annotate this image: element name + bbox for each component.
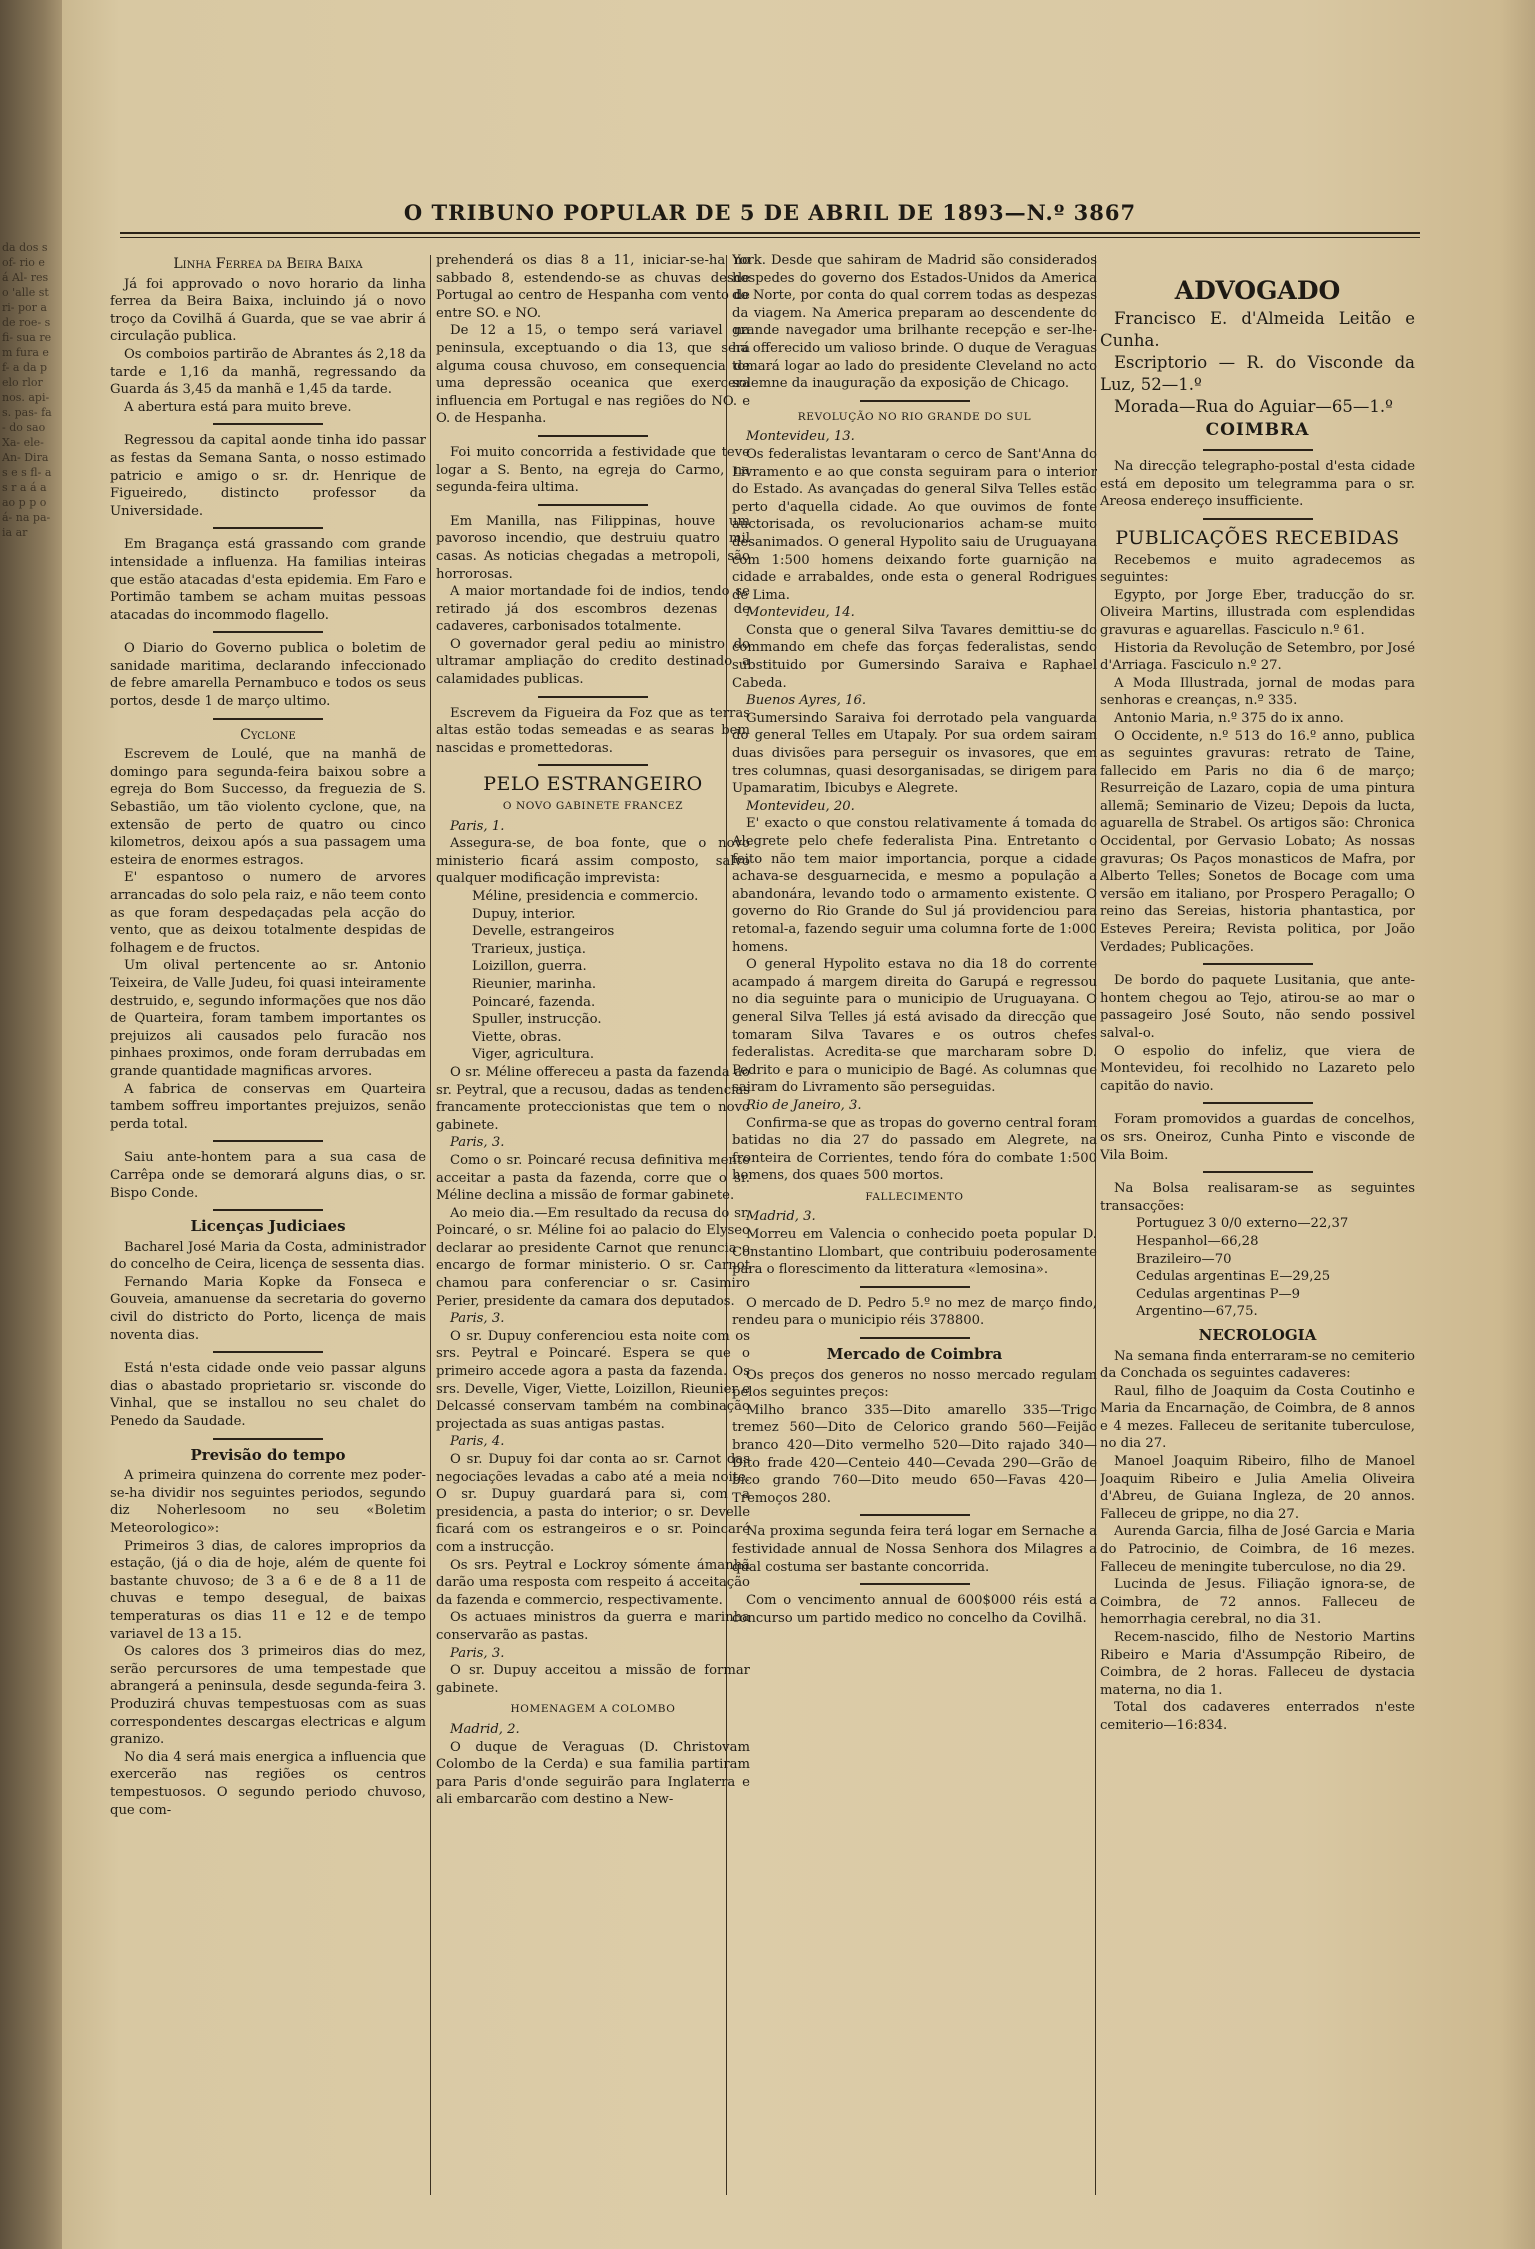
article-paragraph: Consta que o general Silva Tavares demittiu-se do commando em chefe das forças federalistas, sendo substituido por Gumersindo Saraiva e Raphael Cabeda. — [732, 622, 1097, 691]
list-item: Loizillon, guerra. — [472, 959, 587, 975]
column-divider — [430, 255, 431, 2195]
separator — [860, 400, 970, 402]
article-heading: Cyclone — [240, 726, 296, 743]
article-paragraph: Está n'esta cidade onde veio passar alguns dias o abastado proprietario sr. visconde do Vinhal, que se installou no seu chalet do Penedo da Saudade. — [110, 1361, 426, 1430]
article-paragraph: Antonio Maria, n.º 375 do ix anno. — [1114, 710, 1344, 726]
article-paragraph: Confirma-se que as tropas do governo central foram batidas no dia 27 do passado em Alegrete, na fronteira de Corrientes, tendo fóra do combate 1:500 homens, dos quaes 500 mortos. — [732, 1115, 1097, 1184]
list-item: Rieunier, marinha. — [472, 976, 597, 992]
advert-line: Francisco E. d'Almeida Leitão e Cunha. — [1100, 308, 1415, 350]
article-paragraph: Total dos cadaveres enterrados n'este cemiterio—16:834. — [1100, 1700, 1415, 1733]
separator — [860, 1514, 970, 1516]
article-paragraph: York. Desde que sahiram de Madrid são considerados hospedes do governo dos Estados-Unidos da America do Norte, por conta do qual correm todas as despezas da viagem. Na America preparam ao descendente do grande navegador uma brilhante recepção e ser-lhe-ha offerecido um valioso brinde. O duque de Veraguas tomará logar ao lado do presidente Cleveland no acto solemne da inauguração da exposição de Chicago. — [732, 253, 1097, 392]
article-paragraph: A maior mortandade foi de indios, tendo se retirado já dos escombros dezenas de cadaveres, carbonisados totalmente. — [436, 584, 750, 635]
article-paragraph: Com o vencimento annual de 600$000 réis está a concurso um partido medico no concelho da Covilhã. — [732, 1593, 1097, 1626]
column-4 — [1100, 252, 1415, 2202]
list-item: Spuller, instrucção. — [472, 1012, 602, 1028]
article-paragraph: Morreu em Valencia o conhecido poeta popular D. Constantino Llombart, que contribuiu poderosamente para o florescimento da litteratura «lemosina». — [732, 1227, 1097, 1278]
article-paragraph: O sr. Dupuy conferenciou esta noite com os srs. Peytral e Poincaré. Espera se que o primeiro accede agora a pasta da fazenda. Os srs. Develle, Viger, Viette, Loizillon, Rieunier e Delcassé conservam também na combinação projectada as suas antigas pastas. — [436, 1328, 750, 1432]
dateline: Paris, 3. — [450, 1645, 505, 1661]
dateline: Madrid, 2. — [450, 1721, 520, 1737]
article-heading: REVOLUÇÃO NO RIO GRANDE DO SUL — [797, 410, 1032, 423]
separator — [538, 435, 648, 437]
article-paragraph: O sr. Méline offereceu a pasta da fazenda ao sr. Peytral, que a recusou, dadas as tendencias francamente proteccionistas que tem o novo gabinete. — [436, 1064, 750, 1133]
article-heading: HOMENAGEM A COLOMBO — [510, 1703, 676, 1716]
column-2 — [436, 252, 750, 2202]
separator — [1203, 449, 1313, 451]
article-paragraph: Foram promovidos a guardas de concelhos, os srs. Oneiroz, Cunha Pinto e visconde de Vila Boim. — [1100, 1112, 1415, 1163]
article-paragraph: Primeiros 3 dias, de calores improprios da estação, (já o dia de hoje, além de quente foi bastante chuvoso; de 3 a 6 e de 8 a 11 de chuvas e tempo desegual, de baixas temperaturas os dias 11 e 12 e de tempo variavel de 13 a 15. — [110, 1538, 426, 1642]
article-paragraph: Raul, filho de Joaquim da Costa Coutinho e Maria da Encarnação, de Coimbra, de 8 annos e 4 mezes. Falleceu de seritanite tuberculose, no dia 27. — [1100, 1383, 1415, 1452]
advert-line: Morada—Rua do Aguiar—65—1.º — [1114, 396, 1393, 416]
dateline: Rio de Janeiro, 3. — [746, 1097, 862, 1113]
list-item: Brazileiro—70 — [1136, 1251, 1232, 1267]
article-paragraph: Escrevem de Loulé, que na manhã de domingo para segunda-feira baixou sobre a egreja do Bom Successo, da freguezia de S. Sebastião, um tão violento cyclone, que, na extensão de perto de quatro ou cinco kilometros, deixou após a sua passagem uma esteira de enormes estragos. — [110, 747, 426, 868]
article-paragraph: O governador geral pediu ao ministro do ultramar ampliação do credito destinado a calamidades publicas. — [436, 636, 750, 688]
column-1 — [110, 252, 426, 2202]
article-paragraph: O sr. Dupuy foi dar conta ao sr. Carnot das negociações levadas a cabo até a meia noite. O sr. Dupuy guardará para si, com a presidencia, a pasta do interior; o sr. Develle ficará com os estrangeiros e o sr. Poincaré com a instrucção. — [436, 1452, 750, 1555]
dateline: Paris, 3. — [450, 1135, 505, 1151]
section-heading: PELO ESTRANGEIRO — [483, 773, 703, 796]
exchange-rates-list — [1100, 1215, 1415, 1321]
separator — [538, 504, 648, 506]
article-paragraph: Ao meio dia.—Em resultado da recusa do sr. Poincaré, o sr. Méline foi ao palacio do Elyseo declarar ao presidente Carnot que renuncia o encargo de formar ministerio. O sr. Carnot chamou para conferenciar o sr. Casimiro Perier, presidente da camara dos deputados. — [436, 1205, 750, 1309]
dateline: Paris, 3. — [450, 1311, 505, 1327]
article-paragraph: O Occidente, n.º 513 do 16.º anno, publica as seguintes gravuras: retrato de Taine, fallecido em Paris no dia 6 de março; Resurreição de Lazaro, copia de uma pintura allemã; Seminario de Vizeu; Depois da lucta, aguarella de Strabel. Os artigos são: Chronica Occidental, por Gervasio Lobato; As nossas gravuras; Os Paços monasticos de Mafra, por Alberto Telles; Sonetos de Bocage com uma versão em italiano, por Prospero Peragallo; O reino das Sereias, historia phantastica, por Esteves Pereira; Revista politica, por João Verdades; Publicações. — [1100, 728, 1415, 955]
article-paragraph: O sr. Dupuy acceitou a missão de formar gabinete. — [436, 1663, 750, 1696]
list-item: Méline, presidencia e commercio. — [472, 889, 699, 904]
article-paragraph: Na proxima segunda feira terá logar em Sernache a festividade annual de Nossa Senhora dos Milagres a qual costuma ser bastante concorrida. — [732, 1524, 1097, 1575]
article-paragraph: Aurenda Garcia, filha de José Garcia e Maria do Patrocinio, de Coimbra, de 16 mezes. Falleceu de meningite tuberculose, no dia 29. — [1100, 1524, 1415, 1575]
article-paragraph: Foi muito concorrida a festividade que teve logar a S. Bento, na egreja do Carmo, na segunda-feira ultima. — [436, 444, 750, 496]
article-paragraph: Os comboios partirão de Abrantes ás 2,18 da tarde e 1,16 da manhã, regressando da Guarda ás 3,45 da manhã e 1,45 da tarde. — [110, 346, 426, 398]
article-paragraph: Historia da Revolução de Setembro, por José d'Arriaga. Fasciculo n.º 27. — [1100, 640, 1415, 674]
article-paragraph: Um olival pertencente ao sr. Antonio Teixeira, de Valle Judeu, foi quasi inteiramente destruido, e, segundo informações que nos dão de Quarteira, foram tambem importantes os prejuizos ali causados pelo furacão nos pinhaes proximos, onde foram derrubadas em grande quantidade magnificas arvores. — [110, 958, 426, 1079]
masthead-rule — [120, 232, 1420, 234]
dateline: Paris, 4. — [450, 1434, 505, 1450]
separator — [538, 696, 648, 698]
article-paragraph: Recebemos e muito agradecemos as seguintes: — [1100, 552, 1415, 586]
section-heading: PUBLICAÇÕES RECEBIDAS — [1115, 526, 1400, 549]
list-item: Develle, estrangeiros — [472, 924, 615, 940]
list-item: Viette, obras. — [472, 1029, 562, 1045]
article-heading: FALLECIMENTO — [865, 1190, 964, 1203]
article-paragraph: Milho branco 335—Dito amarello 335—Trigo tremez 560—Dito de Celorico grando 560—Feijão branco 420—Dito vermelho 520—Dito rajado 340—Dito frade 420—Centeio 440—Cevada 290—Grão de bico grando 760—Dito meudo 650—Favas 420—Tremoços 280. — [732, 1402, 1097, 1506]
article-paragraph: Escrevem da Figueira da Foz que as terras altas estão todas semeadas e as searas bem nascidas e promettedoras. — [436, 705, 750, 756]
article-paragraph: Saiu ante-hontem para a sua casa de Carrêpa onde se demorará alguns dias, o sr. Bispo Conde. — [110, 1150, 426, 1201]
article-heading: Previsão do tempo — [190, 1445, 346, 1464]
separator — [860, 1583, 970, 1585]
list-item: Cedulas argentinas E—29,25 — [1136, 1269, 1331, 1285]
article-paragraph: Egypto, por Jorge Eber, traducção do sr. Oliveira Martins, illustrada com esplendidas gravuras e aguarellas. Fasciculo n.º 61. — [1100, 587, 1415, 638]
dateline: Montevideu, 14. — [746, 605, 855, 621]
article-paragraph: Na direcção telegrapho-postal d'esta cidade está em deposito um telegramma para o sr. Areosa endereço insufficiente. — [1100, 459, 1415, 510]
article-paragraph: Os preços dos generos no nosso mercado regulam pelos seguintes preços: — [732, 1367, 1097, 1401]
separator — [213, 1438, 323, 1440]
masthead-rule-thin — [120, 237, 1420, 238]
article-paragraph: prehenderá os dias 8 a 11, iniciar-se-ha no sabbado 8, estendendo-se as chuvas desde Portugal ao centro de Hespanha com vento de entre SO. e NO. — [436, 253, 750, 321]
article-paragraph: Os srs. Peytral e Lockroy sómente ámanhã darão uma resposta com respeito á acceitação da fazenda e commercio, respectivamente. — [436, 1557, 750, 1608]
article-paragraph: Os calores dos 3 primeiros dias do mez, serão percursores de uma tempestade que abrangerá a peninsula, desde segunda-feira 3. Produzirá chuvas tempestuosas com as suas correspondentes descargas electricas e algum granizo. — [110, 1644, 426, 1748]
article-paragraph: Recem-nascido, filho de Nestorio Martins Ribeiro e Maria d'Assumpção Ribeiro, de Coimbra, de 2 horas. Falleceu de dystacia materna, no dia 1. — [1100, 1630, 1415, 1698]
list-item: Cedulas argentinas P—9 — [1136, 1286, 1301, 1302]
advert-city: COIMBRA — [1205, 419, 1310, 440]
article-heading: NECROLOGIA — [1198, 1325, 1317, 1344]
separator — [1203, 1102, 1313, 1104]
ministry-list — [436, 888, 750, 1064]
list-item: Argentino—67,75. — [1136, 1304, 1258, 1320]
separator — [213, 527, 323, 529]
article-paragraph: Na Bolsa realisaram-se as seguintes transacções: — [1100, 1181, 1415, 1214]
dateline: Buenos Ayres, 16. — [746, 693, 867, 709]
article-paragraph: No dia 4 será mais energica a influencia que exercerão nas regiões os centros tempestuosos. O segundo periodo chuvoso, que com- — [110, 1749, 426, 1818]
masthead: O TRIBUNO POPULAR DE 5 DE ABRIL DE 1893—N.º 3867 — [403, 200, 1137, 225]
separator — [1203, 963, 1313, 965]
dateline: Montevideu, 13. — [746, 429, 855, 445]
article-paragraph: A primeira quinzena do corrente mez poder-se-ha dividir nos seguintes periodos, segundo diz Noherlesoom no seu «Boletim Meteorologico»: — [110, 1468, 426, 1536]
column-3 — [732, 252, 1097, 2202]
article-paragraph: Fernando Maria Kopke da Fonseca e Gouveia, amanuense da secretaria do governo civil do districto do Porto, licença de mais noventa dias. — [110, 1274, 426, 1343]
article-paragraph: E' exacto o que constou relativamente á tomada do Alegrete pelo chefe federalista Pina. Entretanto o feito não tem maior importancia, porque a cidade achava-se desguarnecida, e mesmo a população a abandonára, levando todo o armamento existente. O governo do Rio Grande do Sul já providenciou para retomal-a, fazendo seguir uma columna forte de 1:000 homens. — [732, 816, 1097, 955]
separator — [1203, 518, 1313, 520]
separator — [1203, 1171, 1313, 1173]
separator — [213, 631, 323, 633]
article-paragraph: O general Hypolito estava no dia 18 do corrente acampado á margem direita do Garupá e regressou no dia seguinte para o municipio de Uruguayana. O general Silva Telles já está avisado da direcção que tomaram Silva Tavares e os outros chefes federalistas. Acredita-se que marcharam sobre D. Pedrito e para o municipio de Bagé. As columnas que sairam do Livramento são perseguidas. — [732, 957, 1097, 1096]
separator — [213, 1351, 323, 1353]
article-heading: Linha Ferrea da Beira Baixa — [173, 256, 363, 272]
article-paragraph: O Diario do Governo publica o boletim de sanidade maritima, declarando infeccionado de febre amarella Pernambuco e todos os seus portos, desde 1 de março ultimo. — [110, 641, 426, 710]
article-paragraph: Lucinda de Jesus. Filiação ignora-se, de Coimbra, de 72 annos. Falleceu de hemorrhagia cerebral, no dia 31. — [1100, 1577, 1415, 1628]
advert-line: Escriptorio — R. do Visconde da Luz, 52—1.º — [1100, 352, 1415, 394]
separator — [860, 1337, 970, 1339]
article-paragraph: Manoel Joaquim Ribeiro, filho de Manoel Joaquim Ribeiro e Julia Amelia Oliveira d'Abreu, de Guiana Ingleza, de 20 annos. Falleceu de grippe, no dia 27. — [1100, 1454, 1415, 1522]
dateline: Paris, 1. — [450, 818, 505, 834]
adjacent-page-margin: da dos sof- rio e á Al- reso 'alle stri- por a de roe- s fi- sua rem fura ef- a da pelo rlor nos. api- s. pas- fa- do sao Xa- ele- An- Dira s e s fl- as r a á a ao p p o á- na pa- ia ar — [2, 241, 52, 539]
list-item: Dupuy, interior. — [472, 906, 576, 922]
article-paragraph: Na semana finda enterraram-se no cemiterio da Conchada os seguintes cadaveres: — [1100, 1348, 1415, 1382]
article-paragraph: De bordo do paquete Lusitania, que ante-hontem chegou ao Tejo, atirou-se ao mar o passageiro José Souto, não sendo possivel salval-o. — [1100, 973, 1415, 1041]
article-paragraph: Já foi approvado o novo horario da linha ferrea da Beira Baixa, incluindo já o novo troço da Covilhã á Guarda, que se vae abrir á circulação publica. — [110, 276, 426, 345]
separator — [213, 423, 323, 425]
article-paragraph: E' espantoso o numero de arvores arrancadas do solo pela raiz, e não teem conto as que foram despedaçadas pela acção do vento, que as deixou totalmente despidas de folhagem e de fructos. — [110, 870, 426, 956]
article-paragraph: Em Bragança está grassando com grande intensidade a influenza. Ha familias inteiras que estão atacadas d'esta epidemia. Em Faro e Portimão tambem se acham muitas pessoas atacadas do incommodo flagello. — [110, 537, 426, 623]
dateline: Montevideu, 20. — [746, 798, 855, 814]
article-paragraph: Como o sr. Poincaré recusa definitiva mente acceitar a pasta da fazenda, corre que o sr. Méline declina a missão de formar gabinete. — [436, 1152, 750, 1204]
list-item: Poincaré, fazenda. — [472, 994, 596, 1010]
list-item: Portuguez 3 0/0 externo—22,37 — [1136, 1216, 1349, 1232]
article-paragraph: Os federalistas levantaram o cerco de Sant'Anna do Livramento e ao que consta seguiram para o interior do Estado. As avançadas do general Silva Telles estão perto d'aquella cidade. Ao que ouvimos de fonte auctorisada, os revolucionarios acham-se muito desanimados. O general Hypolito saiu de Uruguayana com 1:500 homens deixando forte guarnição na cidade e arrabaldes, onde esta o general Rodrigues de Lima. — [732, 446, 1097, 603]
article-paragraph: Os actuaes ministros da guerra e marinha conservarão as pastas. — [436, 1610, 750, 1643]
article-paragraph: A Moda Illustrada, jornal de modas para senhoras e creanças, n.º 335. — [1100, 675, 1415, 709]
article-paragraph: Em Manilla, nas Filippinas, houve um pavoroso incendio, que destruiu quatro mil casas. As noticias chegadas a metropoli, são horrorosas. — [436, 513, 750, 582]
separator — [213, 1209, 323, 1211]
article-paragraph: Bacharel José Maria da Costa, administrador do concelho de Ceira, licença de sessenta dias. — [110, 1239, 426, 1273]
article-paragraph: Regressou da capital aonde tinha ido passar as festas da Semana Santa, o nosso estimado patricio e amigo o sr. dr. Henrique de Figueiredo, distincto professor da Universidade. — [110, 433, 426, 519]
article-paragraph: Gumersindo Saraiva foi derrotado pela vanguarda do general Telles em Utapaly. Por sua ordem sairam duas divisões para perseguir os invasores, que em tres columnas, quasi desorganisadas, se dirigem para Upamaratim, Ibicubys e Alegrete. — [732, 710, 1097, 797]
separator — [213, 1140, 323, 1142]
list-item: Trarieux, justiça. — [472, 941, 586, 957]
advert-title: ADVOGADO — [1174, 276, 1341, 305]
article-paragraph: O duque de Veraguas (D. Christovam Colombo de la Cerda) e sua familia partiram para Paris d'onde seguirão para Inglaterra e ali embarcarão com destino a New- — [436, 1739, 750, 1808]
article-paragraph: Assegura-se, de boa fonte, que o novo ministerio ficará assim composto, salvo qualquer modificação imprevista: — [436, 836, 750, 887]
separator — [213, 718, 323, 720]
article-paragraph: A abertura está para muito breve. — [124, 399, 352, 415]
article-heading: Licenças Judiciaes — [190, 1217, 346, 1236]
list-item: Hespanhol—66,28 — [1136, 1233, 1259, 1249]
list-item: Viger, agricultura. — [472, 1047, 595, 1063]
dateline: Madrid, 3. — [746, 1209, 816, 1225]
separator — [860, 1286, 970, 1288]
article-heading: Mercado de Coimbra — [826, 1345, 1003, 1364]
article-paragraph: O espolio do infeliz, que viera de Montevideu, foi recolhido no Lazareto pelo capitão do navio. — [1100, 1043, 1415, 1094]
separator — [538, 764, 648, 766]
article-paragraph: O mercado de D. Pedro 5.º no mez de março findo, rendeu para o municipio réis 378800. — [732, 1295, 1097, 1329]
article-paragraph: De 12 a 15, o tempo será variavel na peninsula, exceptuando o dia 13, que será alguma cousa chuvoso, em consequencia de uma depressão oceanica que exercera influencia em Portugal e nas regiões do NO. e O. de Hespanha. — [436, 323, 750, 427]
article-paragraph: A fabrica de conservas em Quarteira tambem soffreu importantes prejuizos, senão perda total. — [110, 1081, 426, 1132]
article-heading: O NOVO GABINETE FRANCEZ — [502, 800, 684, 813]
